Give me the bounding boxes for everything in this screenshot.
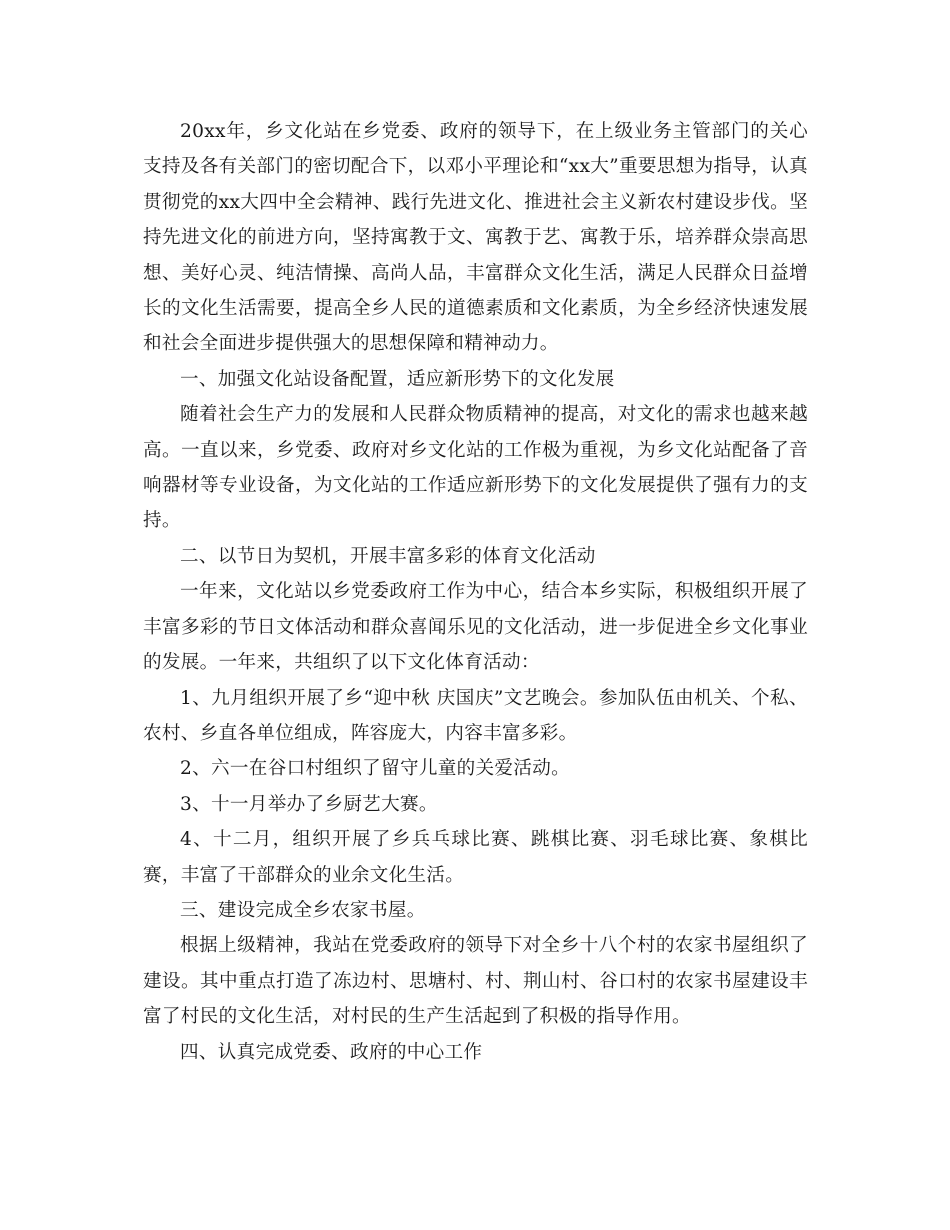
activity-item-4: 4、十二月，组织开展了乡兵乓球比赛、跳棋比赛、羽毛球比赛、象棋比赛，丰富了干部群众的业余文化生活。 bbox=[143, 829, 808, 886]
activity-item-2: 2、六一在谷口村组织了留守儿童的关爱活动。 bbox=[180, 758, 571, 780]
section-3-paragraph: 根据上级精神，我站在党委政府的领导下对全乡十八个村的农家书屋组织了建设。其中重点打造了冻边村、思塘村、村、荆山村、谷口村的农家书屋建设丰富了村民的文化生活，对村民的生产生活起到了积极的指导作用。 bbox=[143, 935, 808, 1028]
section-1-paragraph: 随着社会生产力的发展和人民群众物质精神的提高，对文化的需求也越来越高。一直以来，乡党委、政府对乡文化站的工作极为重视，为乡文化站配备了音响器材等专业设备，为文化站的工作适应新形势下的文化发展提供了强有力的支持。 bbox=[143, 404, 808, 532]
section-2-paragraph: 一年来，文化站以乡党委政府工作为中心，结合本乡实际，积极组织开展了丰富多彩的节日文体活动和群众喜闻乐见的文化活动，进一步促进全乡文化事业的发展。一年来，共组织了以下文化体育活动： bbox=[143, 581, 808, 674]
section-heading-2: 二、以节日为契机，开展丰富多彩的体育文化活动 bbox=[180, 545, 596, 567]
section-heading-4: 四、认真完成党委、政府的中心工作 bbox=[180, 1041, 483, 1063]
intro-paragraph: 20xx年，乡文化站在乡党委、政府的领导下，在上级业务主管部门的关心支持及各有关部门的密切配合下，以邓小平理论和“xx大”重要思想为指导，认真贯彻党的xx大四中全会精神、践行先进文化、推进社会主义新农村建设步伐。坚持先进文化的前进方向，坚持寓教于文、寓教于艺、寓教于乐，培养群众崇高思想、美好心灵、纯洁情操、高尚人品，丰富群众文化生活，满足人民群众日益增长的文化生活需要，提高全乡人民的道德素质和文化素质，为全乡经济快速发展和社会全面进步提供强大的思想保障和精神动力。 bbox=[143, 121, 808, 355]
activity-item-3: 3、十一月举办了乡厨艺大赛。 bbox=[180, 793, 438, 815]
section-heading-3: 三、建设完成全乡农家书屋。 bbox=[180, 899, 426, 921]
document-body bbox=[143, 114, 808, 1070]
section-heading-1: 一、加强文化站设备配置，适应新形势下的文化发展 bbox=[180, 368, 615, 390]
activity-item-1: 1、九月组织开展了乡“迎中秋 庆国庆”文艺晚会。参加队伍由机关、个私、农村、乡直各单位组成，阵容庞大，内容丰富多彩。 bbox=[143, 687, 808, 744]
